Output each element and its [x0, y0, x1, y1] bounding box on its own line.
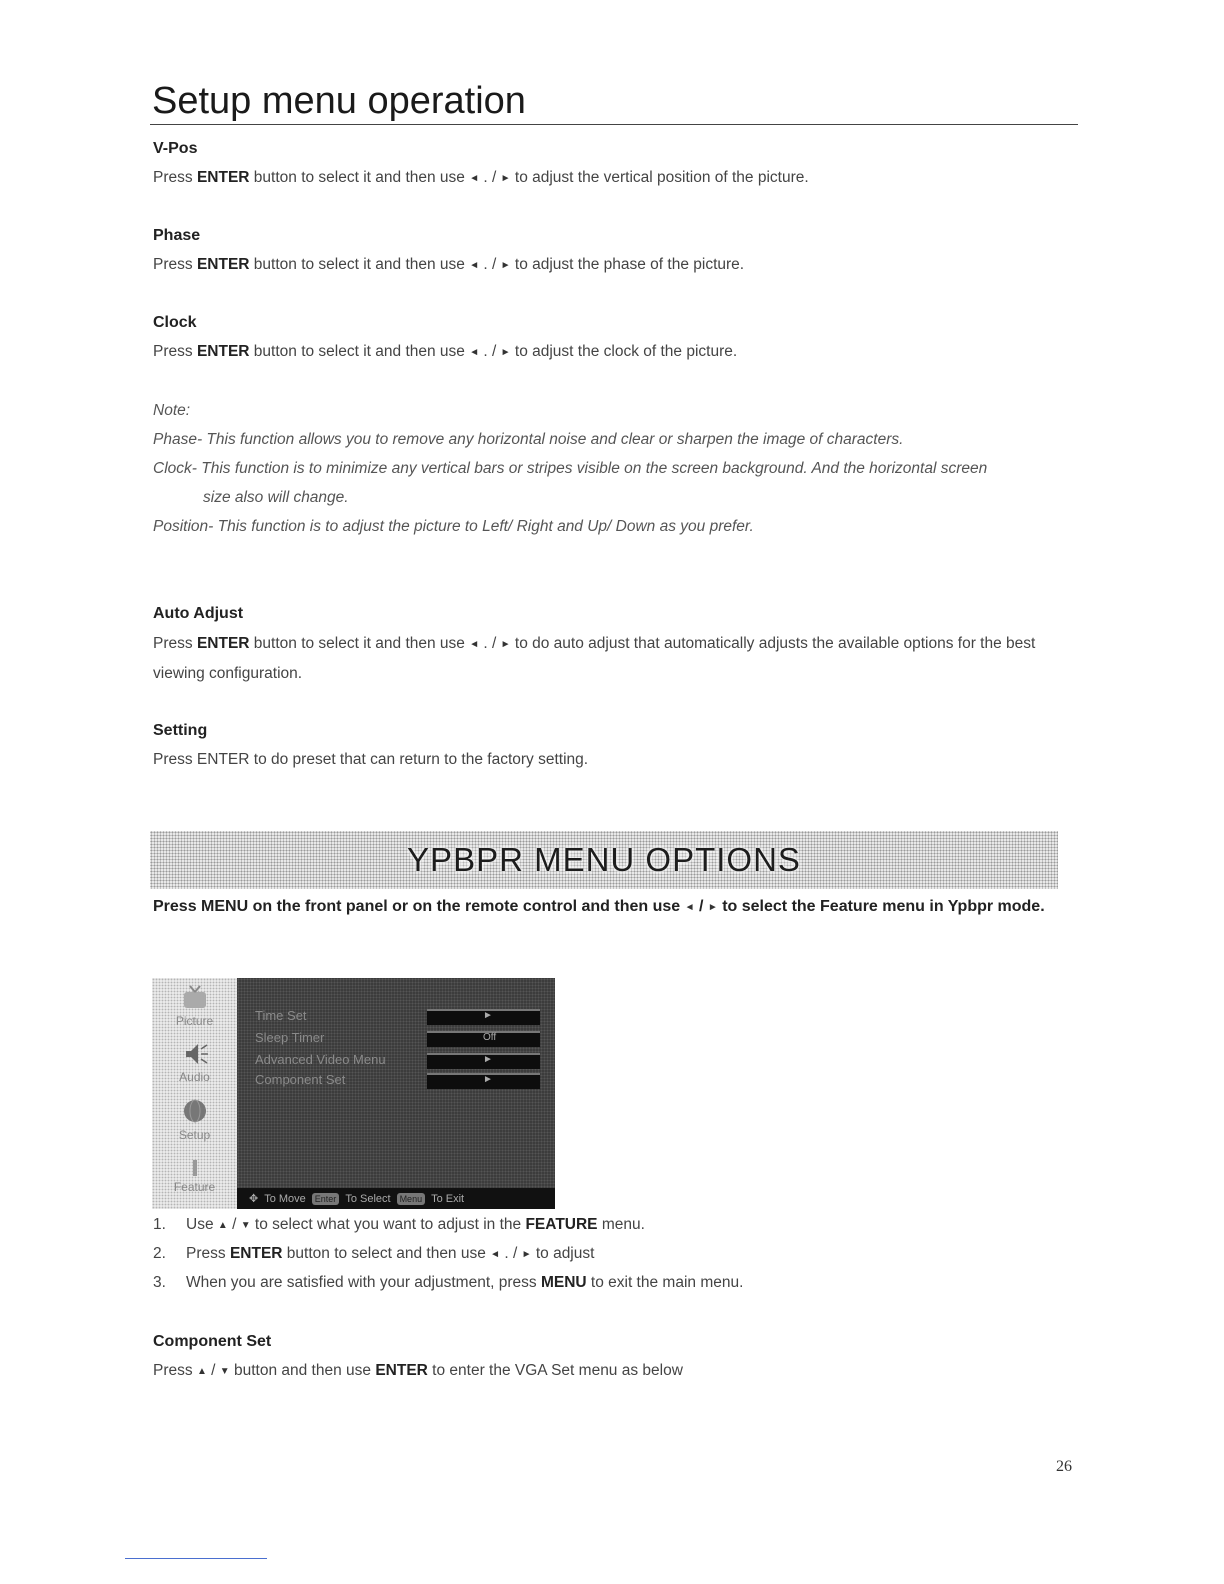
step-3: 3. When you are satisfied with your adjustment, press MENU to exit the main menu.: [153, 1274, 744, 1291]
left-arrow-icon: ◄: [469, 173, 480, 184]
tv-icon: [180, 984, 210, 1012]
auto-adjust-heading: Auto Adjust: [153, 605, 244, 622]
component-set-heading: Component Set: [153, 1333, 272, 1350]
menu-instruction: Press MENU on the front panel or on the remote control and then use ◄ / ► to select the Feature menu in Ypbpr mode.: [153, 898, 1045, 915]
page-title: Setup menu operation: [152, 80, 526, 122]
left-arrow-icon: ◄: [469, 639, 480, 650]
note-position: Position- This function is to adjust the picture to Left/ Right and Up/ Down as you prefer.: [153, 518, 754, 535]
info-icon: [180, 1158, 210, 1178]
clock-heading: Clock: [153, 314, 197, 331]
right-arrow-icon: ►: [500, 639, 511, 650]
setting-heading: Setting: [153, 722, 208, 739]
osd-picture-item: Picture: [152, 984, 237, 1028]
osd-feature-item: Feature: [152, 1158, 237, 1194]
step-2: 2. Press ENTER button to select and then use ◄ . / ► to adjust: [153, 1245, 595, 1262]
osd-row-time-set: Time Set: [255, 1008, 307, 1023]
enter-key-icon: Enter: [312, 1193, 340, 1205]
move-arrows-icon: ✥: [249, 1193, 259, 1205]
left-arrow-icon: ◄: [490, 1249, 501, 1260]
osd-setup-item: Setup: [152, 1096, 237, 1142]
note-clock: Clock- This function is to minimize any vertical bars or stripes visible on the screen background. And the horizontal screen: [153, 460, 988, 477]
osd-row-bar: ►: [427, 1009, 540, 1025]
osd-menu-panel: [237, 978, 555, 1188]
up-arrow-icon: ▲: [196, 1366, 207, 1377]
title-divider: [150, 124, 1078, 125]
osd-footer: ✥ To Move Enter To Select Menu To Exit: [237, 1188, 555, 1209]
step-1: 1. Use ▲ / ▼ to select what you want to adjust in the FEATURE menu.: [153, 1216, 645, 1233]
down-arrow-icon: ▼: [240, 1220, 251, 1231]
section-banner: [150, 831, 1058, 889]
osd-row-bar: Off: [427, 1031, 540, 1047]
banner-title: YPBPR MENU OPTIONS: [407, 841, 801, 878]
right-arrow-icon: ►: [500, 173, 511, 184]
left-arrow-icon: ◄: [469, 260, 480, 271]
phase-text: Press ENTER button to select it and then use ◄ . / ► to adjust the phase of the picture.: [153, 256, 745, 273]
up-arrow-icon: ▲: [217, 1220, 228, 1231]
feature-menu-screenshot: [152, 978, 555, 1209]
vpos-heading: V-Pos: [153, 140, 198, 157]
phase-heading: Phase: [153, 227, 201, 244]
page-number: 26: [1056, 1458, 1072, 1475]
right-arrow-icon: ►: [500, 347, 511, 358]
down-arrow-icon: ▼: [219, 1366, 230, 1377]
note-clock-cont: size also will change.: [203, 489, 349, 506]
vpos-text: Press ENTER button to select it and then use ◄ . / ► to adjust the vertical position of the picture.: [153, 169, 809, 186]
footer-divider: [125, 1558, 267, 1559]
component-set-text: Press ▲ / ▼ button and then use ENTER to enter the VGA Set menu as below: [153, 1362, 683, 1379]
setting-text: Press ENTER to do preset that can return to the factory setting.: [153, 751, 589, 768]
osd-row-bar: ►: [427, 1053, 540, 1069]
clock-text: Press ENTER button to select it and then use ◄ . / ► to adjust the clock of the picture.: [153, 343, 738, 360]
speaker-icon: [180, 1040, 210, 1068]
osd-row-advanced-video: Advanced Video Menu: [255, 1052, 386, 1067]
right-arrow-icon: ►: [521, 1249, 532, 1260]
right-arrow-icon: ►: [500, 260, 511, 271]
globe-icon: [180, 1096, 210, 1126]
osd-audio-item: Audio: [152, 1040, 237, 1084]
osd-row-sleep-timer: Sleep Timer: [255, 1030, 325, 1045]
left-arrow-icon: ◄: [684, 902, 695, 913]
osd-sidebar: [152, 978, 237, 1209]
osd-row-component-set: Component Set: [255, 1072, 346, 1087]
osd-row-bar: ►: [427, 1073, 540, 1089]
menu-key-icon: Menu: [397, 1193, 426, 1205]
left-arrow-icon: ◄: [469, 347, 480, 358]
auto-adjust-text: Press ENTER button to select it and then use ◄ . / ► to do auto adjust that automatically adjusts the available options for the best viewing configuration.: [153, 635, 1036, 682]
note-label: Note:: [153, 402, 191, 419]
note-phase: Phase- This function allows you to remove any horizontal noise and clear or sharpen the image of characters.: [153, 431, 904, 448]
right-arrow-icon: ►: [707, 902, 718, 913]
